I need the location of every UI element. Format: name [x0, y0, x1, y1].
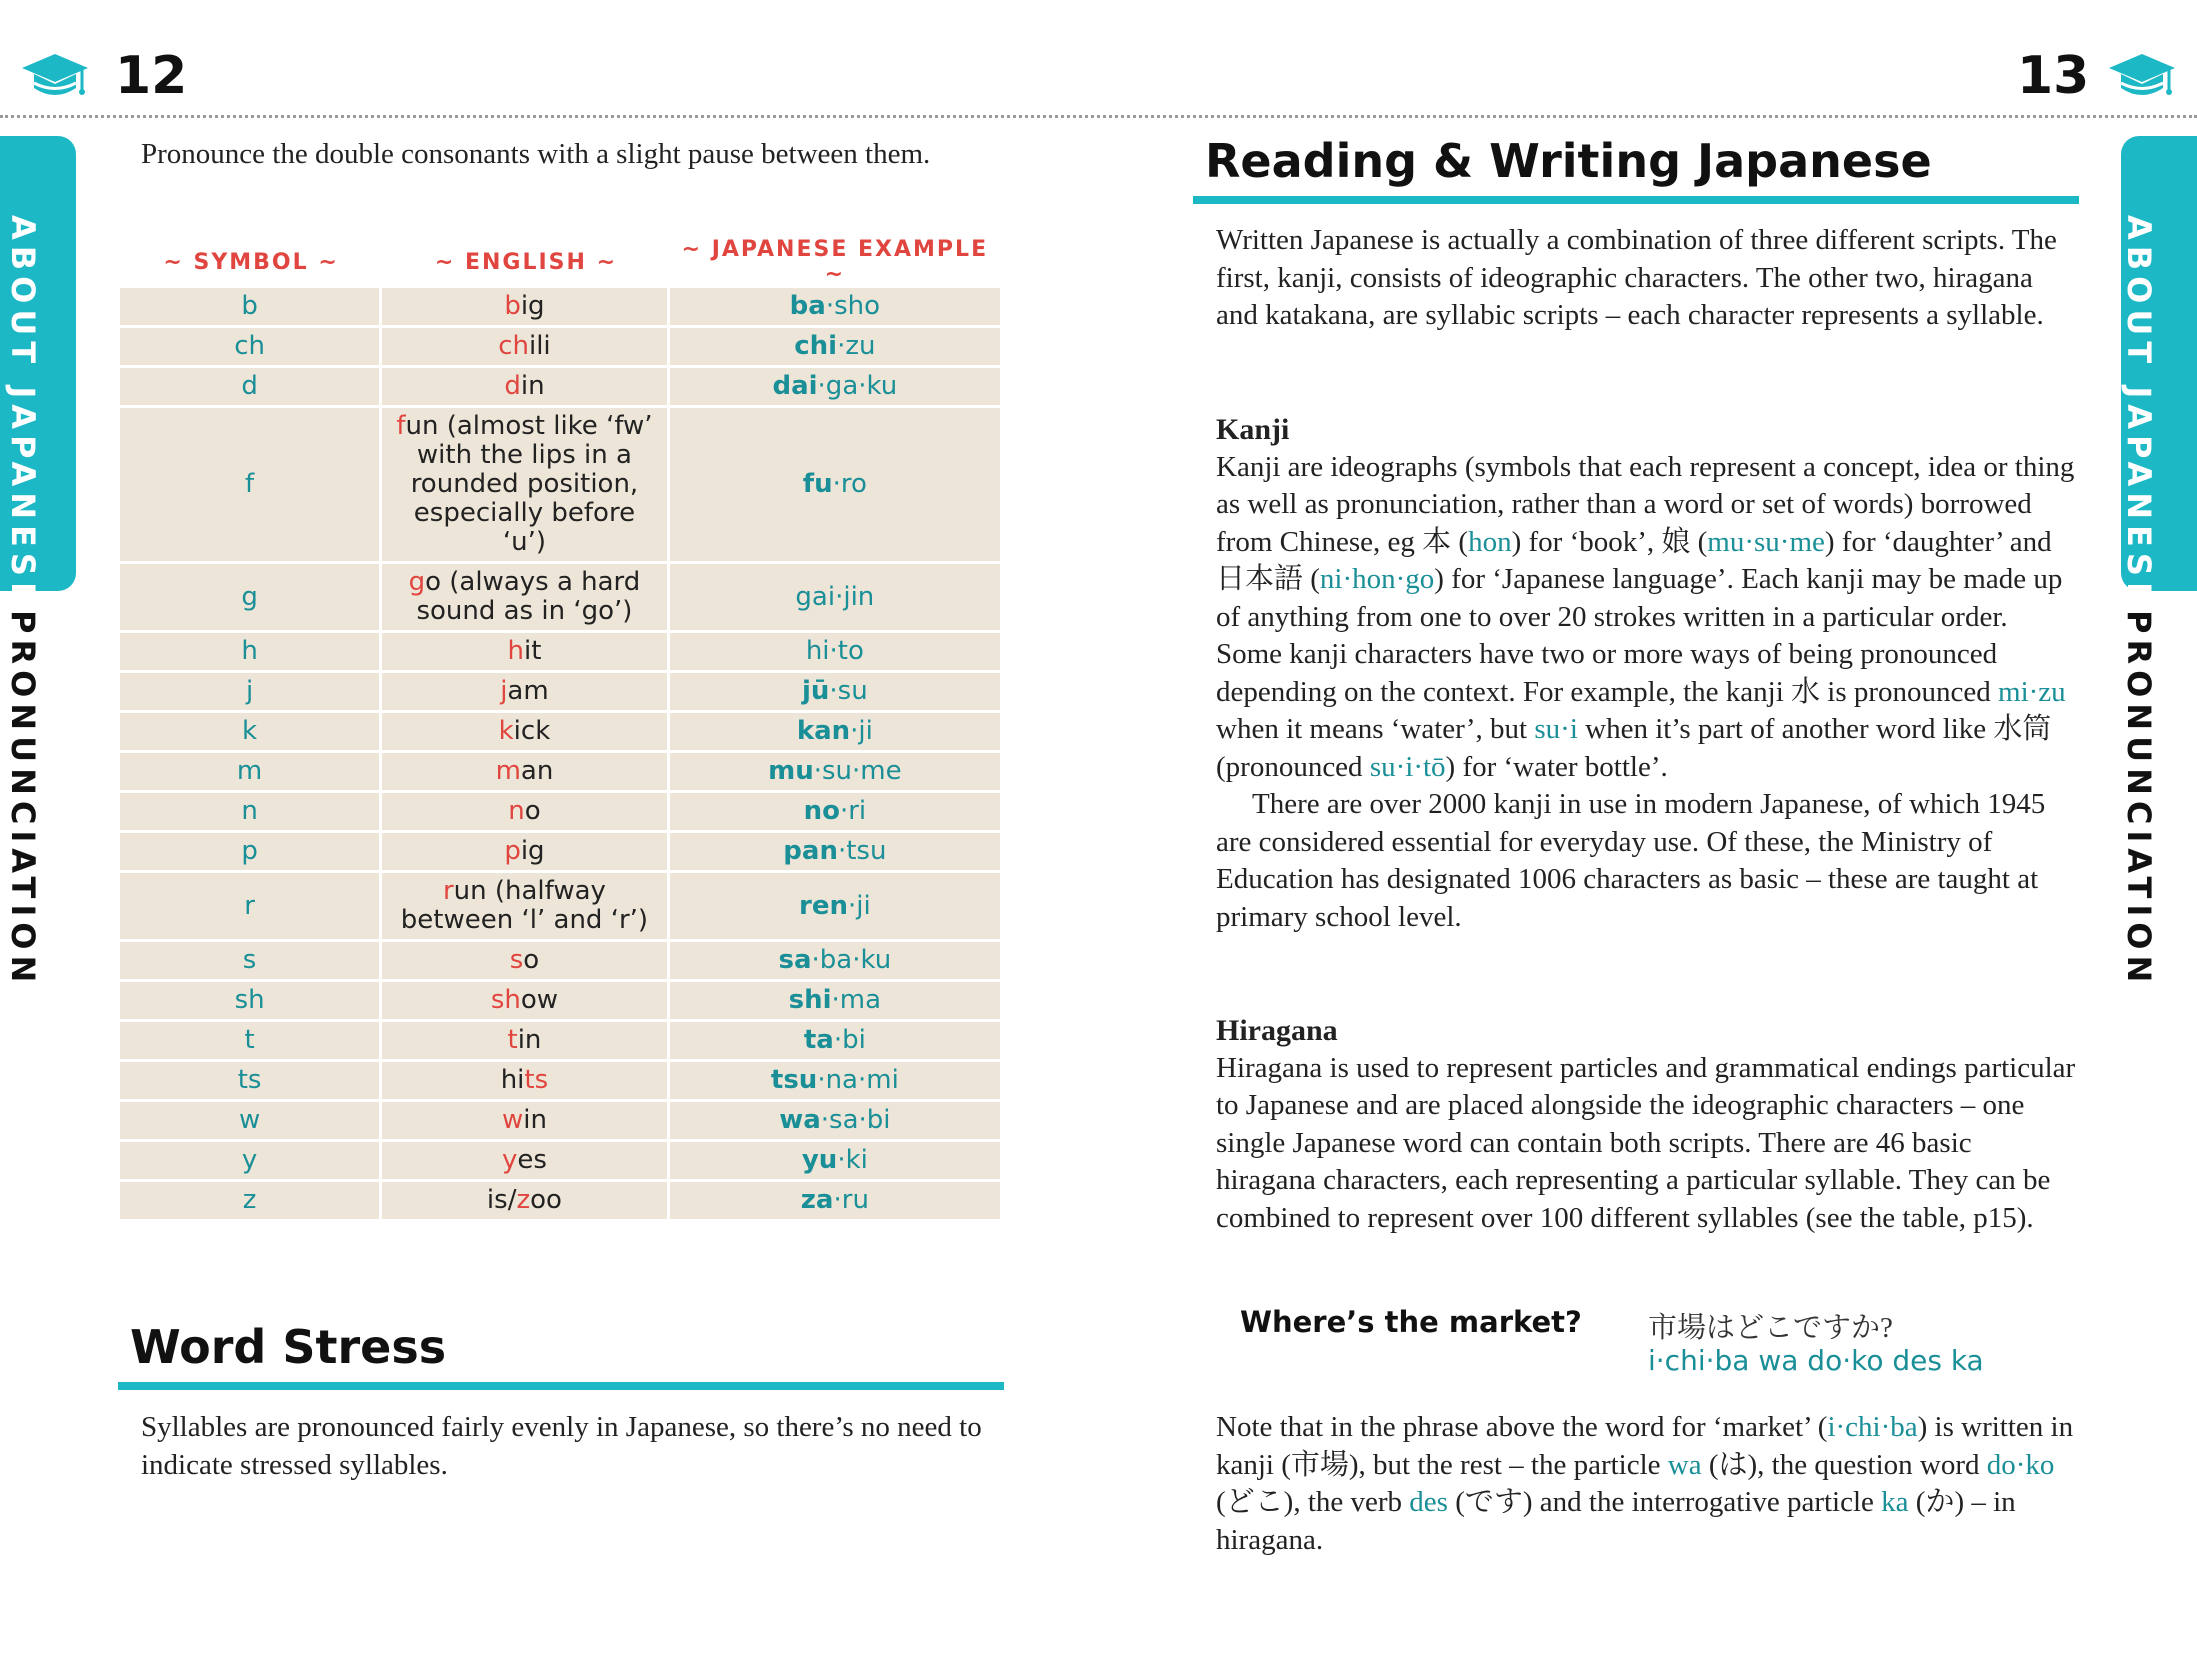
symbol-cell: t — [120, 1022, 382, 1062]
example-japanese: 市場はどこですか? — [1648, 1312, 1893, 1344]
japanese-example-cell: gai·jin — [670, 564, 1000, 633]
tab-label-pronunciation-right: PRONUNCIATION — [2120, 610, 2158, 989]
english-cell: kick — [382, 713, 670, 753]
japanese-example-cell: yu·ki — [670, 1142, 1000, 1182]
double-consonants-intro: Pronounce the double consonants with a slight pause between them. — [141, 138, 931, 170]
symbol-cell: sh — [120, 982, 382, 1022]
table-row — [120, 793, 1000, 833]
symbol-cell: z — [120, 1182, 382, 1222]
symbol-cell: ts — [120, 1062, 382, 1102]
japanese-example-cell: ren·ji — [670, 873, 1000, 942]
table-row — [120, 753, 1000, 793]
english-cell: hits — [382, 1062, 670, 1102]
reading-writing-intro: Written Japanese is actually a combination of three different scripts. The first, kanji, consists of ideographic characters. The other two, hiragana and katakana, are syllabic scripts – each character represents a syllable. — [1216, 224, 2057, 331]
word-stress-body: Syllables are pronounced fairly evenly in Japanese, so there’s no need to indicate stressed syllables. — [141, 1411, 982, 1481]
kanji-paragraph-2: There are over 2000 kanji in use in modern Japanese, of which 1945 are considered essential for everyday use. Of these, the Ministry of Education has designated 1006 characters as basic – these are taught at primary school level. — [1216, 788, 2046, 933]
word-stress-heading: Word Stress — [130, 1320, 447, 1374]
example-romaji: i·chi·ba wa do·ko des ka — [1648, 1344, 1984, 1377]
table-row — [120, 942, 1000, 982]
pronunciation-table-body — [120, 288, 1000, 1222]
hiragana-heading: Hiragana — [1216, 1014, 1338, 1047]
symbol-cell: b — [120, 288, 382, 328]
japanese-example-cell: mu·su·me — [670, 753, 1000, 793]
english-cell: chili — [382, 328, 670, 368]
japanese-example-cell: hi·to — [670, 633, 1000, 673]
english-cell: run (halfway between ‘l’ and ‘r’) — [382, 873, 670, 942]
hiragana-body: Hiragana is used to represent particles and grammatical endings particular to Japanese and are placed alongside the ideographic characters – one single Japanese word can contain both scripts. There are 46 basic hiragana characters, each representing a particular syllable. They can be combined to represent over 100 different syllables (see the table, p15). — [1216, 1051, 2076, 1234]
english-cell: hit — [382, 633, 670, 673]
english-cell: fun (almost like ‘fw’ with the lips in a rounded position, especially before ‘u’) — [382, 408, 670, 564]
english-cell: so — [382, 942, 670, 982]
reading-writing-heading: Reading & Writing Japanese — [1205, 134, 1932, 188]
page-number-left: 12 — [115, 46, 188, 106]
graduation-cap-icon — [20, 50, 90, 106]
table-row — [120, 1142, 1000, 1182]
page-number-right: 13 — [2017, 46, 2090, 106]
japanese-example-cell: sa·ba·ku — [670, 942, 1000, 982]
english-cell: tin — [382, 1022, 670, 1062]
table-row — [120, 873, 1000, 942]
symbol-cell: f — [120, 408, 382, 564]
tab-label-about-japanese-right — [2098, 215, 2174, 285]
symbol-cell: g — [120, 564, 382, 633]
english-cell: show — [382, 982, 670, 1022]
word-stress-rule — [118, 1382, 1004, 1390]
symbol-cell: d — [120, 368, 382, 408]
table-row — [120, 1182, 1000, 1222]
symbol-cell: n — [120, 793, 382, 833]
kanji-heading: Kanji — [1216, 413, 1290, 446]
table-row — [120, 1102, 1000, 1142]
symbol-cell: w — [120, 1102, 382, 1142]
japanese-example-cell: shi·ma — [670, 982, 1000, 1022]
kanji-section — [1216, 411, 2076, 936]
japanese-example-cell: jū·su — [670, 673, 1000, 713]
symbol-cell: ch — [120, 328, 382, 368]
symbol-cell: y — [120, 1142, 382, 1182]
english-cell: is/zoo — [382, 1182, 670, 1222]
tab-label-pronunciation-left: PRONUNCIATION — [4, 610, 42, 989]
kanji-paragraph-1: Kanji are ideographs (symbols that each represent a concept, idea or thing as well as pronunciation, rather than a word or set of words) borrowed from Chinese, eg 本 (hon) for ‘book’, 娘 (mu·su·me) for ‘daughter’ and 日本語 (ni·hon·go) for ‘Japanese language’. Each kanji may be made up of anything from one to over 20 strokes written in a particular order. Some kanji characters have two or more ways of being pronounced depending on the context. For example, the kanji 水 is pronounced mi·zu when it means ‘water’, but su·i when it’s part of another word like 水筒 (pronounced su·i·tō) for ‘water bottle’. — [1216, 450, 2075, 783]
english-cell: pig — [382, 833, 670, 873]
symbol-cell: r — [120, 873, 382, 942]
english-cell: jam — [382, 673, 670, 713]
example-english: Where’s the market? — [1240, 1305, 1582, 1339]
pronunciation-table — [120, 236, 1000, 1222]
english-cell: win — [382, 1102, 670, 1142]
english-cell: go (always a hard sound as in ‘go’) — [382, 564, 670, 633]
table-row — [120, 633, 1000, 673]
table-row — [120, 328, 1000, 368]
table-row — [120, 673, 1000, 713]
japanese-example-cell: wa·sa·bi — [670, 1102, 1000, 1142]
hiragana-section — [1216, 1012, 2076, 1237]
japanese-example-cell: chi·zu — [670, 328, 1000, 368]
japanese-example-cell: dai·ga·ku — [670, 368, 1000, 408]
japanese-example-cell: kan·ji — [670, 713, 1000, 753]
english-cell: din — [382, 368, 670, 408]
japanese-example-cell: ta·bi — [670, 1022, 1000, 1062]
symbol-cell: k — [120, 713, 382, 753]
table-row — [120, 1022, 1000, 1062]
table-row — [120, 368, 1000, 408]
japanese-example-cell: fu·ro — [670, 408, 1000, 564]
japanese-example-cell: ba·sho — [670, 288, 1000, 328]
english-cell: man — [382, 753, 670, 793]
note-paragraph: Note that in the phrase above the word for ‘market’ (i·chi·ba) is written in kanji (市場), but the rest – the particle wa (は), the question word do·ko (どこ), the verb des (です) and the interrogative particle ka (か) – in hiragana. — [1216, 1411, 2074, 1556]
table-header-japanese-example: ~ JAPANESE EXAMPLE ~ — [681, 237, 989, 287]
table-row — [120, 408, 1000, 564]
table-header-english: ~ ENGLISH ~ — [434, 249, 618, 275]
graduation-cap-icon — [2107, 50, 2177, 106]
symbol-cell: s — [120, 942, 382, 982]
symbol-cell: h — [120, 633, 382, 673]
tab-label-about-japanese-left — [0, 215, 58, 285]
reading-writing-rule — [1193, 196, 2079, 204]
table-row — [120, 1062, 1000, 1102]
symbol-cell: j — [120, 673, 382, 713]
table-header-symbol: ~ SYMBOL ~ — [163, 249, 339, 275]
table-row — [120, 288, 1000, 328]
english-cell: yes — [382, 1142, 670, 1182]
japanese-example-cell: za·ru — [670, 1182, 1000, 1222]
table-row — [120, 564, 1000, 633]
table-row — [120, 713, 1000, 753]
japanese-example-cell: tsu·na·mi — [670, 1062, 1000, 1102]
header-dotted-rule — [0, 115, 2197, 118]
symbol-cell: m — [120, 753, 382, 793]
symbol-cell: p — [120, 833, 382, 873]
table-row — [120, 833, 1000, 873]
english-cell: big — [382, 288, 670, 328]
japanese-example-cell: pan·tsu — [670, 833, 1000, 873]
table-row — [120, 982, 1000, 1022]
english-cell: no — [382, 793, 670, 833]
japanese-example-cell: no·ri — [670, 793, 1000, 833]
